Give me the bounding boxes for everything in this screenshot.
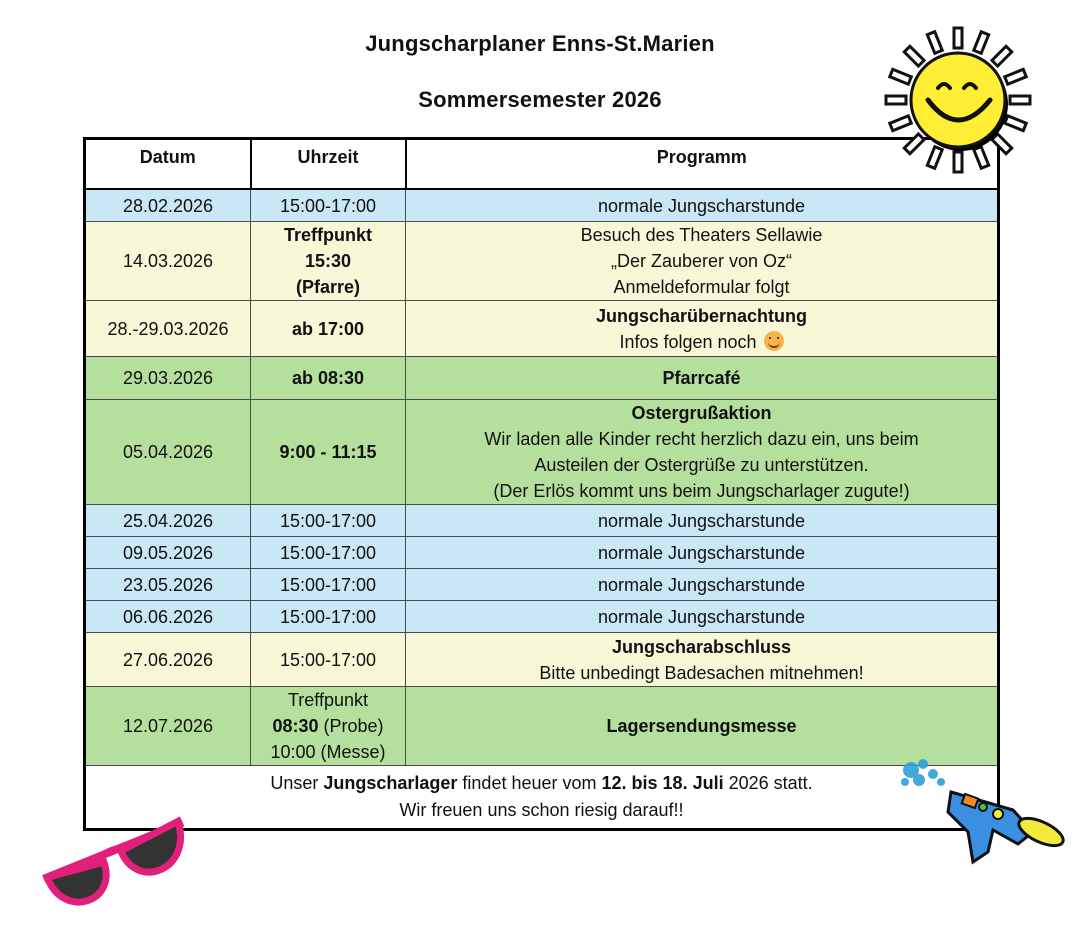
time-note: (Probe) (318, 716, 384, 736)
footer-text: 2026 statt. (723, 773, 813, 793)
table-row (85, 633, 999, 687)
time-bold: 08:30 (272, 716, 319, 736)
table-row (85, 357, 999, 400)
time-cell (251, 687, 406, 766)
table-row (85, 222, 999, 301)
program-title: Jungscharabschluss (611, 636, 792, 657)
program-cell (406, 301, 999, 357)
time-cell: 15:00-17:00 (251, 601, 406, 633)
table-row (85, 537, 999, 569)
time-line: Treffpunkt (287, 690, 369, 710)
date-cell: 14.03.2026 (85, 222, 251, 301)
date-cell: 29.03.2026 (85, 357, 251, 400)
column-header-time: Uhrzeit (251, 139, 406, 190)
time-cell: 9:00 - 11:15 (251, 400, 406, 505)
column-header-date: Datum (85, 139, 251, 190)
footer-line (86, 770, 997, 797)
footer-line: Wir freuen uns schon riesig darauf!! (399, 800, 684, 820)
program-line: Wir laden alle Kinder recht herzlich dazu ein, uns beim (484, 429, 919, 449)
page-title: Jungscharplaner Enns-St.Marien (365, 31, 715, 56)
sunglasses-icon (32, 805, 202, 915)
time-line: 10:00 (Messe) (270, 742, 386, 762)
time-line: 15:30 (304, 251, 352, 271)
program-line: (Der Erlös kommt uns beim Jungscharlager zugute!) (493, 481, 910, 501)
time-line: (Pfarre) (295, 277, 361, 297)
table-row (85, 400, 999, 505)
date-cell: 27.06.2026 (85, 633, 251, 687)
program-cell: normale Jungscharstunde (406, 505, 999, 537)
table-row (85, 569, 999, 601)
time-cell: 15:00-17:00 (251, 569, 406, 601)
program-text: Infos folgen noch (619, 331, 757, 352)
page-subtitle: Sommersemester 2026 (418, 87, 662, 112)
time-cell: 15:00-17:00 (251, 633, 406, 687)
program-cell: Pfarrcafé (406, 357, 999, 400)
date-cell: 06.06.2026 (85, 601, 251, 633)
footer-row (85, 766, 999, 830)
time-line: Treffpunkt (284, 225, 372, 245)
time-cell (251, 222, 406, 301)
water-gun-icon (893, 752, 1073, 872)
date-cell: 05.04.2026 (85, 400, 251, 505)
program-title: Jungscharübernachtung (595, 305, 808, 326)
table-row (85, 687, 999, 766)
program-cell: normale Jungscharstunde (406, 189, 999, 222)
table-row (85, 601, 999, 633)
table-row (85, 505, 999, 537)
program-line (410, 329, 993, 355)
date-cell: 25.04.2026 (85, 505, 251, 537)
program-cell (406, 400, 999, 505)
schedule-table (83, 137, 1000, 831)
date-cell: 09.05.2026 (85, 537, 251, 569)
footer-text: Unser (270, 773, 324, 793)
column-header-program: Programm (406, 139, 999, 190)
program-line: „Der Zauberer von Oz“ (610, 251, 793, 271)
time-cell: ab 08:30 (251, 357, 406, 400)
date-cell: 28.-29.03.2026 (85, 301, 251, 357)
program-line: Besuch des Theaters Sellawie (580, 225, 823, 245)
time-cell: 15:00-17:00 (251, 505, 406, 537)
footer-bold: Jungscharlager (323, 773, 458, 793)
footer-text: findet heuer vom (457, 773, 602, 793)
time-cell: ab 17:00 (251, 301, 406, 357)
sun-icon (860, 22, 1055, 182)
program-cell: normale Jungscharstunde (406, 537, 999, 569)
date-cell: 28.02.2026 (85, 189, 251, 222)
program-cell (406, 222, 999, 301)
table-row (85, 301, 999, 357)
table-row (85, 189, 999, 222)
time-cell: 15:00-17:00 (251, 189, 406, 222)
time-line (255, 713, 401, 739)
footer-cell (85, 766, 999, 830)
program-line: Bitte unbedingt Badesachen mitnehmen! (539, 662, 864, 683)
program-cell: Lagersendungsmesse (406, 687, 999, 766)
footer-bold: 12. bis 18. Juli (601, 773, 724, 793)
program-line: Anmeldeformular folgt (613, 277, 790, 297)
program-title: Ostergrußaktion (631, 403, 772, 423)
program-cell: normale Jungscharstunde (406, 601, 999, 633)
time-cell: 15:00-17:00 (251, 537, 406, 569)
program-line: Austeilen der Ostergrüße zu unterstützen. (534, 455, 869, 475)
program-cell: normale Jungscharstunde (406, 569, 999, 601)
program-cell (406, 633, 999, 687)
date-cell: 23.05.2026 (85, 569, 251, 601)
smiley-emoji-icon (764, 331, 784, 351)
date-cell: 12.07.2026 (85, 687, 251, 766)
